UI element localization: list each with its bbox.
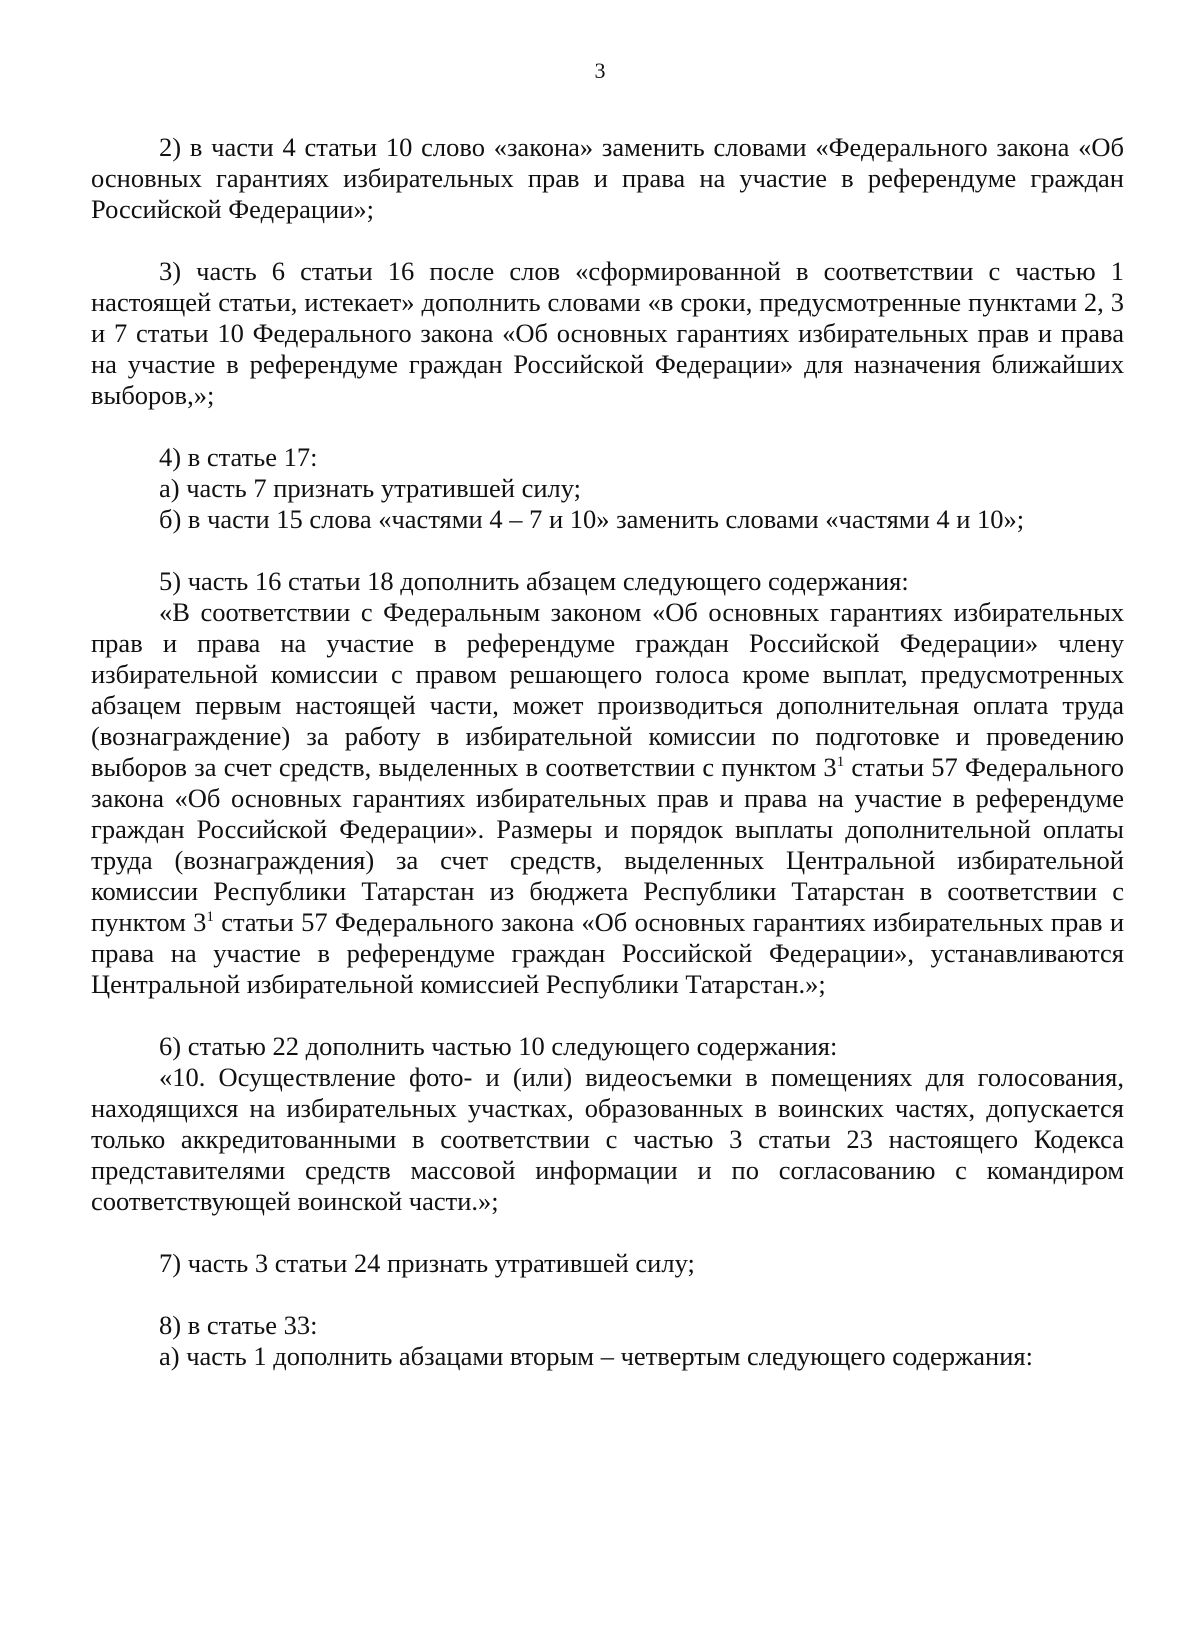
item-4-heading: 4) в статье 17: xyxy=(159,442,318,472)
item-5-quote-part-2: статьи 57 Федерального закона «Об основных гарантиях избирательных прав и права на участие в референдуме граждан Российской Федерации». Размеры и порядок выплаты дополнительной оплаты труда (вознаграждения) за счет средств, выделенных Центральной избирательной комиссии Республики Татарстан из бюджета Республики Татарстан в соответствии с пунктом 3 xyxy=(91,752,1124,937)
item-2-paragraph: 2) в части 4 статьи 10 слово «закона» заменить словами «Федерального закона «Об основных гарантиях избирательных прав и права на участие в референдуме граждан Российской Федерации»; xyxy=(91,132,1124,224)
item-4a-paragraph: а) часть 7 признать утратившей силу; xyxy=(159,473,582,503)
item-5-superscript-1: 1 xyxy=(836,754,845,770)
item-5-superscript-2: 1 xyxy=(206,909,214,925)
item-6-heading: 6) статью 22 дополнить частью 10 следующего содержания: xyxy=(159,1031,838,1061)
paragraph-gap xyxy=(91,1217,1124,1248)
item-8a-paragraph: а) часть 1 дополнить абзацами вторым – четвертым следующего содержания: xyxy=(159,1341,1033,1371)
paragraph-gap xyxy=(91,1000,1124,1031)
page-number: 3 xyxy=(594,58,606,83)
item-5-quote-part-3: статьи 57 Федерального закона «Об основных гарантиях избирательных прав и права на участие в референдуме граждан Российской Федерации», устанавливаются Центральной избирательной комиссией Республики Татарстан.»; xyxy=(91,907,1124,999)
item-4b-paragraph: б) в части 15 слова «частями 4 – 7 и 10» заменить словами «частями 4 и 10»; xyxy=(159,504,1025,534)
item-5-quote-part-1: «В соответствии с Федеральным законом «Об основных гарантиях избирательных прав и права на участие в референдуме граждан Российской Федерации» члену избирательной комиссии с правом решающего голоса кроме выплат, предусмотренных абзацем первым настоящей части, может производиться дополнительная оплата труда (вознаграждение) за работу в избирательной комиссии по подготовке и проведению выборов за счет средств, выделенных в соответствии с пунктом 3 xyxy=(91,597,1124,782)
paragraph-gap xyxy=(91,225,1124,256)
paragraph-gap xyxy=(91,1279,1124,1310)
document-body xyxy=(91,132,1124,1372)
item-5-quote xyxy=(91,597,1124,1000)
paragraph-gap xyxy=(91,411,1124,442)
item-3-paragraph: 3) часть 6 статьи 16 после слов «сформированной в соответствии с частью 1 настоящей статьи, истекает» дополнить словами «в сроки, предусмотренные пунктами 2, 3 и 7 статьи 10 Федерального закона «Об основных гарантиях избирательных прав и права на участие в референдуме граждан Российской Федерации» для назначения ближайших выборов,»; xyxy=(91,256,1124,410)
item-6-quote: «10. Осуществление фото- и (или) видеосъемки в помещениях для голосования, находящихся на избирательных участках, образованных в воинских частях, допускается только аккредитованными в соответствии с частью 3 статьи 23 настоящего Кодекса представителями средств массовой информации и по согласованию с командиром соответствующей воинской части.»; xyxy=(91,1062,1124,1216)
item-7-paragraph: 7) часть 3 статьи 24 признать утратившей силу; xyxy=(159,1248,695,1278)
item-8-heading: 8) в статье 33: xyxy=(159,1310,318,1340)
paragraph-gap xyxy=(91,535,1124,566)
item-5-heading: 5) часть 16 статьи 18 дополнить абзацем следующего содержания: xyxy=(159,566,909,596)
